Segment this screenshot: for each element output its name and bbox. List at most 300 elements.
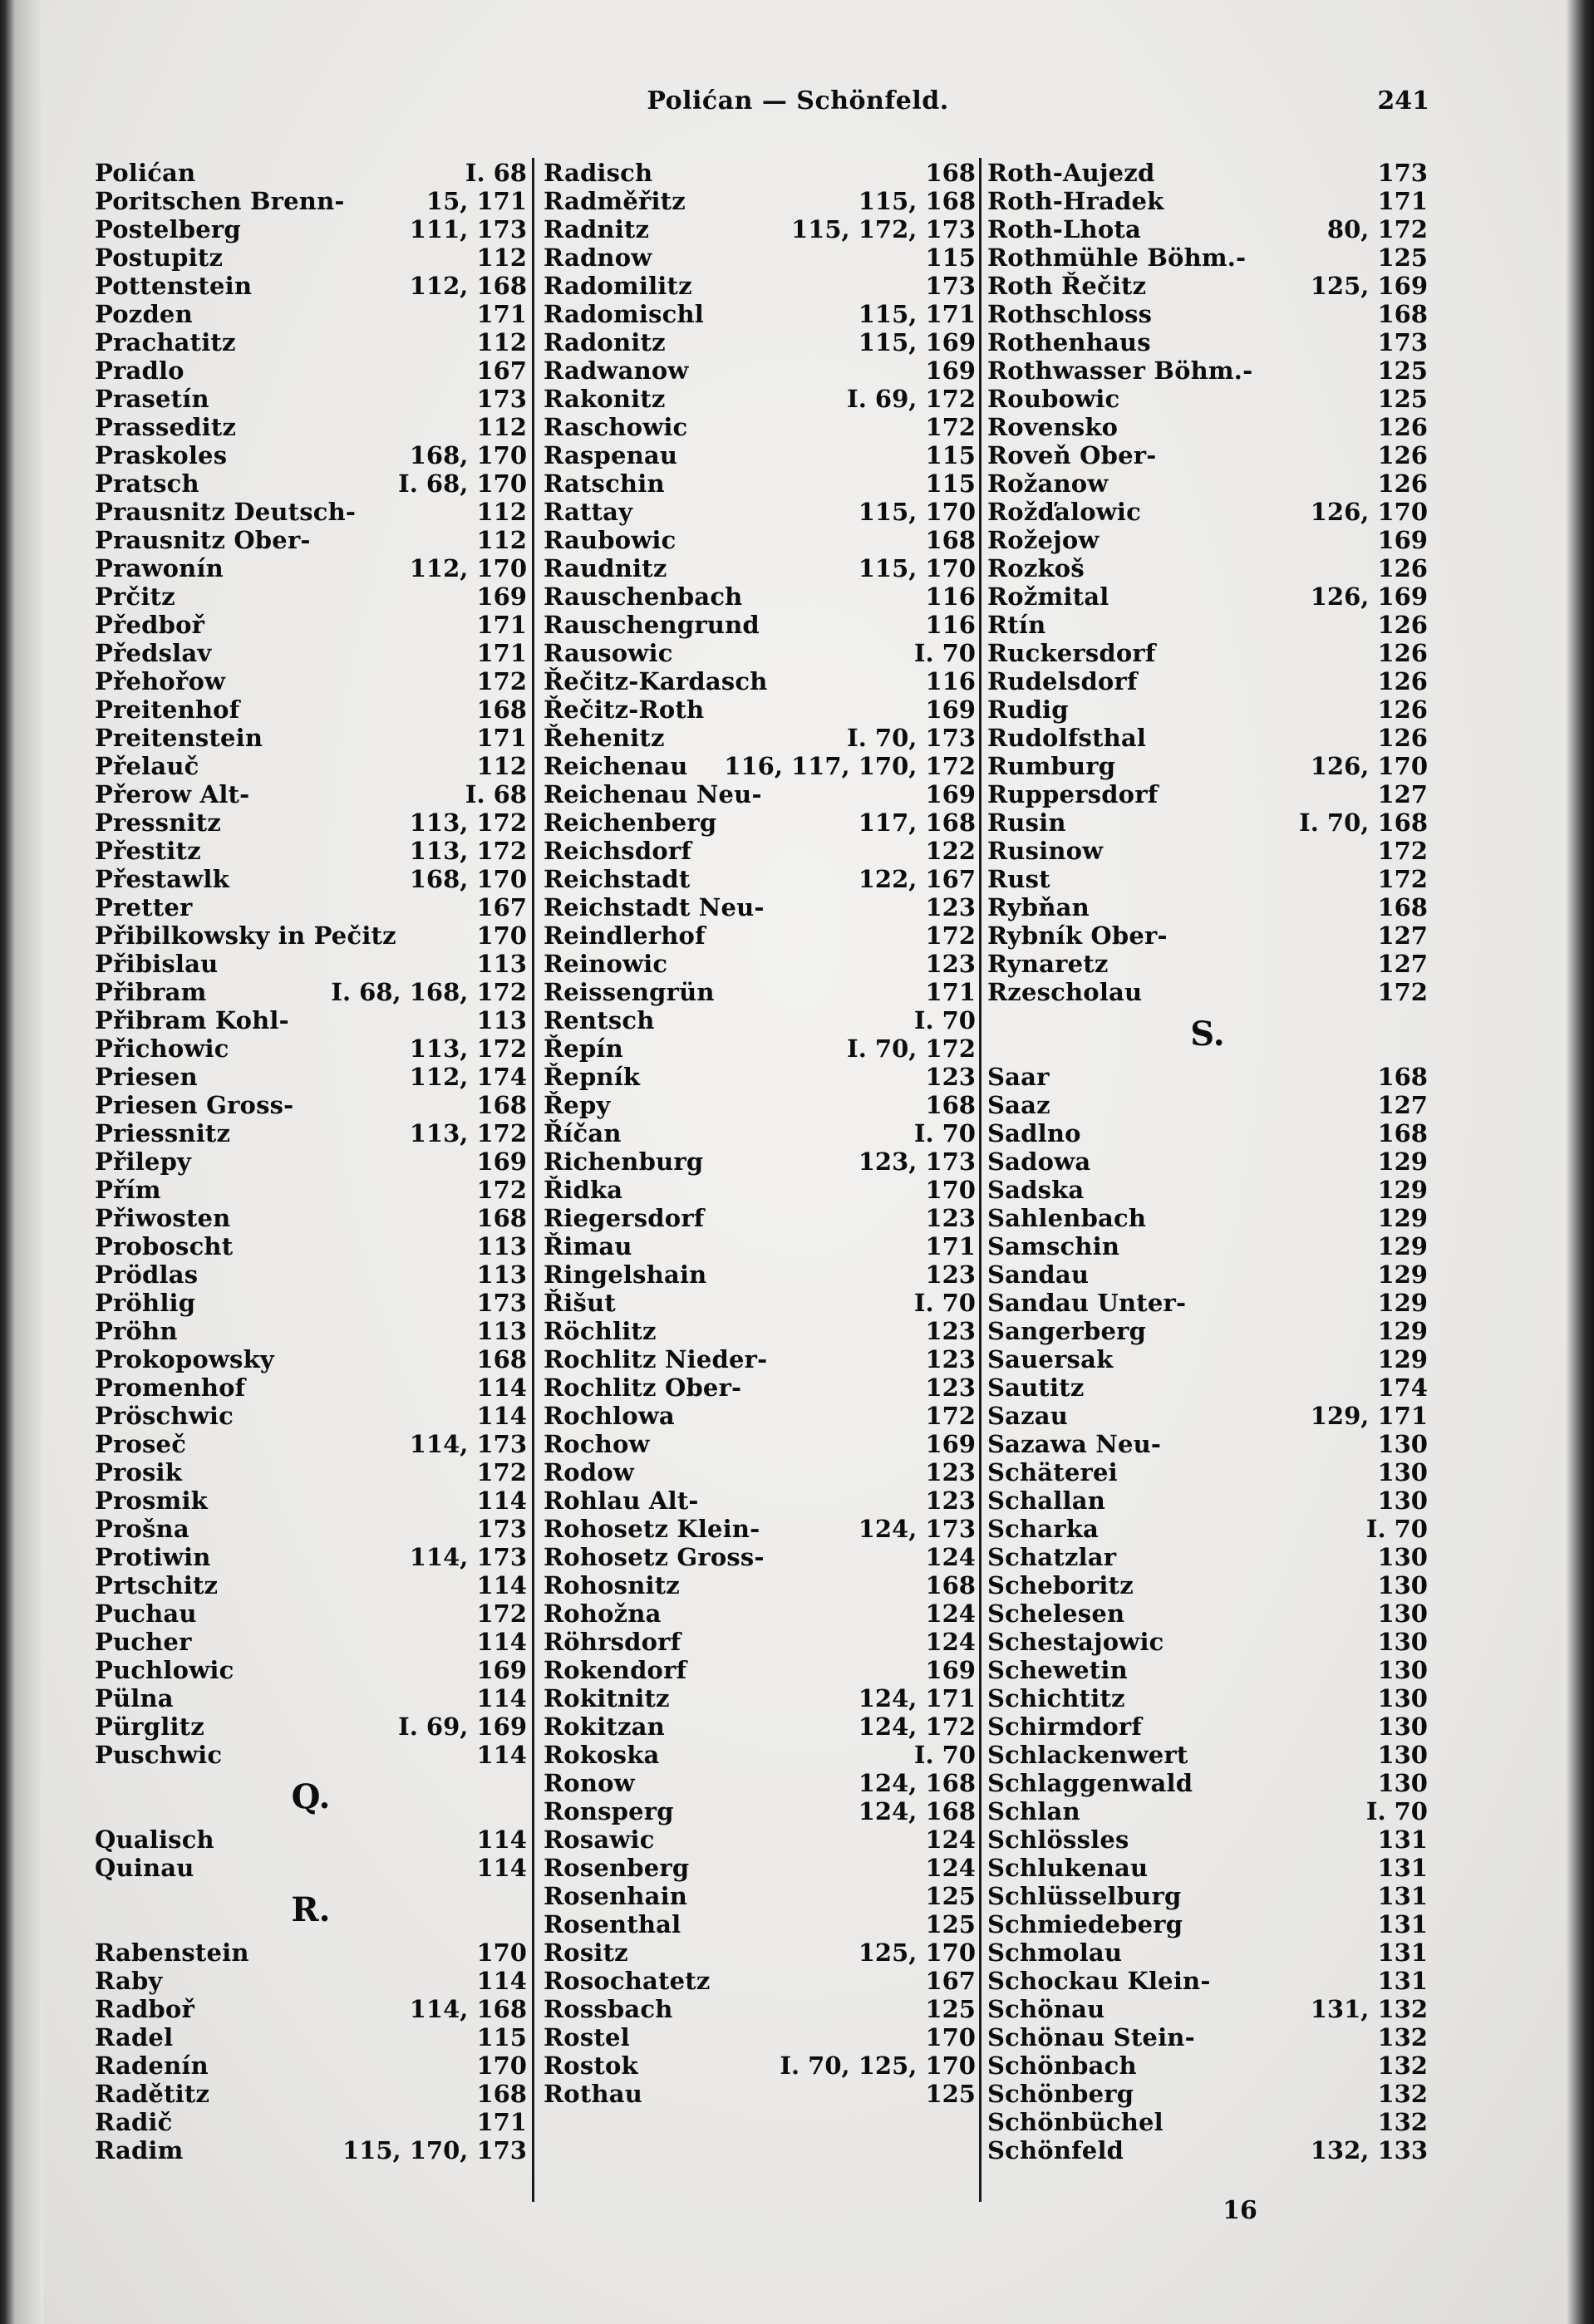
entry-page-ref: 124, 173 [858, 1515, 976, 1543]
entry-page-ref: 168 [1377, 300, 1428, 328]
index-entry [987, 695, 1428, 724]
entry-page-ref: 123 [925, 1373, 976, 1402]
section-heading-s: S. [1190, 1015, 1225, 1054]
entry-page-ref: 172 [925, 1402, 976, 1430]
entry-place-name: Přelauč [95, 752, 199, 780]
index-entry [987, 526, 1428, 554]
entry-page-ref: 124 [925, 1628, 976, 1656]
index-entry [544, 1289, 976, 1317]
entry-place-name: Rožďalowic [987, 498, 1141, 526]
entry-place-name: Ruppersdorf [987, 780, 1159, 808]
entry-page-ref: 124 [925, 1599, 976, 1628]
entry-page-ref: 124, 172 [858, 1712, 976, 1741]
entry-place-name: Postelberg [95, 215, 241, 243]
index-entry [95, 526, 527, 554]
entry-page-ref: 131, 132 [1310, 1995, 1428, 2023]
entry-place-name: Rothenhaus [987, 328, 1151, 356]
entry-place-name: Pröschwic [95, 1402, 234, 1430]
index-entry [987, 582, 1428, 611]
index-entry [987, 1486, 1428, 1515]
entry-place-name: Puschwic [95, 1741, 223, 1769]
index-entry [544, 1119, 976, 1147]
entry-page-ref: I. 70, 125, 170 [780, 2051, 976, 2080]
index-entry [987, 611, 1428, 639]
index-entry [987, 1204, 1428, 1232]
index-entry [987, 272, 1428, 300]
entry-page-ref: 170 [476, 1938, 527, 1967]
entry-page-ref: 170 [476, 921, 527, 950]
entry-page-ref: 168, 170 [409, 441, 527, 469]
index-entry [987, 865, 1428, 893]
index-entry [95, 1289, 527, 1317]
entry-place-name: Rosenberg [544, 1854, 690, 1882]
index-entry [95, 1458, 527, 1486]
entry-place-name: Schirmdorf [987, 1712, 1143, 1741]
entry-place-name: Rokoska [544, 1741, 660, 1769]
entry-place-name: Prasetín [95, 385, 209, 413]
entry-place-name: Radomilitz [544, 272, 692, 300]
entry-place-name: Sadlno [987, 1119, 1081, 1147]
entry-place-name: Rochlitz Nieder- [544, 1345, 768, 1373]
entry-page-ref: 113 [476, 1232, 527, 1260]
index-entry [987, 1882, 1428, 1910]
index-entry [987, 1176, 1428, 1204]
index-entry [987, 1345, 1428, 1373]
entry-page-ref: 131 [1377, 1854, 1428, 1882]
entry-page-ref: 125 [925, 1995, 976, 2023]
index-entry [544, 1825, 976, 1854]
entry-page-ref: I. 68 [465, 159, 527, 187]
index-entry [544, 215, 976, 243]
index-entry [95, 893, 527, 921]
entry-place-name: Rybňan [987, 893, 1090, 921]
entry-page-ref: 129, 171 [1310, 1402, 1428, 1430]
index-entry [987, 978, 1428, 1006]
entry-place-name: Rynaretz [987, 950, 1109, 978]
entry-page-ref: 168 [1377, 1063, 1428, 1091]
entry-page-ref: I. 68 [465, 780, 527, 808]
entry-page-ref: 130 [1377, 1430, 1428, 1458]
entry-place-name: Schlan [987, 1797, 1080, 1825]
index-entry [544, 667, 976, 695]
entry-place-name: Řepy [544, 1091, 611, 1119]
index-entry [95, 1628, 527, 1656]
entry-page-ref: 112, 174 [409, 1063, 527, 1091]
entry-place-name: Rostok [544, 2051, 638, 2080]
index-entry [987, 1260, 1428, 1289]
index-entry [544, 1995, 976, 2023]
entry-page-ref: 167 [476, 356, 527, 385]
entry-page-ref: 131 [1377, 1967, 1428, 1995]
entry-place-name: Rentsch [544, 1006, 655, 1034]
entry-place-name: Přím [95, 1176, 161, 1204]
entry-page-ref: 112, 170 [409, 554, 527, 582]
index-entry [544, 611, 976, 639]
entry-page-ref: 113 [476, 1006, 527, 1034]
entry-page-ref: 171 [925, 1232, 976, 1260]
entry-place-name: Schönau Stein- [987, 2023, 1195, 2051]
entry-page-ref: 114 [476, 1854, 527, 1882]
entry-page-ref: 115 [925, 441, 976, 469]
entry-page-ref: 168 [925, 1571, 976, 1599]
entry-page-ref: 132, 133 [1310, 2136, 1428, 2164]
entry-place-name: Řečitz-Roth [544, 695, 705, 724]
entry-page-ref: 169 [925, 780, 976, 808]
entry-page-ref: 131 [1377, 1938, 1428, 1967]
entry-place-name: Reichstadt [544, 865, 691, 893]
index-entry [987, 724, 1428, 752]
index-entry [987, 300, 1428, 328]
index-entry [544, 243, 976, 272]
entry-place-name: Schlackenwert [987, 1741, 1188, 1769]
index-entry [95, 1317, 527, 1345]
entry-page-ref: 124 [925, 1854, 976, 1882]
entry-page-ref: 173 [1377, 159, 1428, 187]
entry-place-name: Schlukenau [987, 1854, 1149, 1882]
entry-page-ref: 167 [476, 893, 527, 921]
index-entry [987, 1430, 1428, 1458]
entry-place-name: Rožejow [987, 526, 1100, 554]
index-entry [95, 752, 527, 780]
entry-page-ref: 130 [1377, 1458, 1428, 1486]
index-entry [95, 780, 527, 808]
entry-list-r-end [987, 159, 1428, 1006]
entry-page-ref: 115 [476, 2023, 527, 2051]
entry-page-ref: 168 [1377, 893, 1428, 921]
entry-place-name: Pradlo [95, 356, 184, 385]
entry-place-name: Sandau Unter- [987, 1289, 1187, 1317]
entry-page-ref: I. 70, 168 [1299, 808, 1428, 837]
entry-page-ref: 113 [476, 950, 527, 978]
entry-place-name: Prausnitz Deutsch- [95, 498, 357, 526]
entry-page-ref: 113, 172 [409, 837, 527, 865]
entry-place-name: Puchau [95, 1599, 197, 1628]
entry-page-ref: 114 [476, 1402, 527, 1430]
entry-page-ref: 125 [1377, 243, 1428, 272]
entry-page-ref: 170 [476, 2051, 527, 2080]
entry-page-ref: 113, 172 [409, 808, 527, 837]
entry-place-name: Rtín [987, 611, 1046, 639]
index-entry [987, 1091, 1428, 1119]
entry-place-name: Ruckersdorf [987, 639, 1156, 667]
entry-place-name: Schatzlar [987, 1543, 1117, 1571]
index-entry [544, 1006, 976, 1034]
entry-page-ref: 130 [1377, 1486, 1428, 1515]
index-entry [987, 1289, 1428, 1317]
entry-place-name: Reichenberg [544, 808, 717, 837]
index-entry [987, 2080, 1428, 2108]
entry-place-name: Rovensko [987, 413, 1119, 441]
entry-place-name: Řišut [544, 1289, 616, 1317]
entry-place-name: Radnitz [544, 215, 650, 243]
index-entry [987, 243, 1428, 272]
entry-page-ref: 172 [476, 1599, 527, 1628]
index-entry [544, 1373, 976, 1402]
entry-page-ref: 126 [1377, 639, 1428, 667]
index-entry [544, 385, 976, 413]
entry-page-ref: 126 [1377, 469, 1428, 498]
entry-page-ref: 112 [476, 498, 527, 526]
entry-place-name: Schönau [987, 1995, 1105, 2023]
entry-page-ref: 171 [476, 611, 527, 639]
index-entry [544, 1345, 976, 1373]
entry-page-ref: 169 [476, 1656, 527, 1684]
page-number: 241 [1377, 86, 1429, 115]
entry-place-name: Rabenstein [95, 1938, 249, 1967]
entry-page-ref: 129 [1377, 1260, 1428, 1289]
entry-page-ref: 123, 173 [858, 1147, 976, 1176]
entry-place-name: Rosenthal [544, 1910, 681, 1938]
index-entry [544, 187, 976, 215]
entry-place-name: Rust [987, 865, 1050, 893]
entry-page-ref: 114 [476, 1571, 527, 1599]
entry-page-ref: 130 [1377, 1543, 1428, 1571]
entry-page-ref: 115, 170 [858, 554, 976, 582]
index-entry [987, 554, 1428, 582]
entry-page-ref: 130 [1377, 1571, 1428, 1599]
entry-place-name: Předslav [95, 639, 212, 667]
index-entry [95, 1656, 527, 1684]
entry-place-name: Rohosetz Klein- [544, 1515, 760, 1543]
entry-place-name: Quinau [95, 1854, 194, 1882]
entry-place-name: Sazawa Neu- [987, 1430, 1162, 1458]
index-entry [544, 950, 976, 978]
entry-page-ref: 127 [1377, 1091, 1428, 1119]
entry-place-name: Raschowic [544, 413, 688, 441]
index-entry [544, 1430, 976, 1458]
entry-place-name: Přibram Kohl- [95, 1006, 289, 1034]
entry-place-name: Reichenau Neu- [544, 780, 762, 808]
entry-list-s [987, 1063, 1428, 2164]
entry-page-ref: 123 [925, 893, 976, 921]
entry-place-name: Rohosnitz [544, 1571, 680, 1599]
entry-place-name: Schelesen [987, 1599, 1125, 1628]
entry-page-ref: 113, 172 [409, 1119, 527, 1147]
entry-place-name: Prödlas [95, 1260, 199, 1289]
index-entry [987, 2051, 1428, 2080]
entry-page-ref: I. 69, 172 [847, 385, 976, 413]
entry-page-ref: 169 [1377, 526, 1428, 554]
entry-page-ref: 168 [476, 1204, 527, 1232]
entry-page-ref: 171 [476, 724, 527, 752]
entry-place-name: Rauschenbach [544, 582, 743, 611]
entry-page-ref: 174 [1377, 1373, 1428, 1402]
index-entry [544, 1684, 976, 1712]
index-entry [987, 1854, 1428, 1882]
entry-page-ref: 122 [925, 837, 976, 865]
index-entry [544, 752, 976, 780]
index-entry [987, 328, 1428, 356]
index-entry [544, 300, 976, 328]
entry-place-name: Říčan [544, 1119, 622, 1147]
index-entry [544, 1063, 976, 1091]
index-entry [987, 2023, 1428, 2051]
entry-page-ref: 169 [476, 582, 527, 611]
index-entry [544, 1317, 976, 1345]
entry-page-ref: 172 [1377, 978, 1428, 1006]
entry-page-ref: 171 [476, 2108, 527, 2136]
index-entry [95, 1204, 527, 1232]
index-entry [987, 780, 1428, 808]
entry-place-name: Reichstadt Neu- [544, 893, 765, 921]
entry-place-name: Pozden [95, 300, 193, 328]
running-header: Polićan — Schönfeld. [647, 86, 949, 115]
entry-place-name: Roth-Aujezd [987, 159, 1155, 187]
entry-place-name: Rosenhain [544, 1882, 688, 1910]
entry-place-name: Přichowic [95, 1034, 229, 1063]
entry-page-ref: 112 [476, 752, 527, 780]
entry-place-name: Ringelshain [544, 1260, 707, 1289]
entry-place-name: Prošna [95, 1515, 189, 1543]
entry-page-ref: 167 [925, 1967, 976, 1995]
entry-place-name: Pröhlig [95, 1289, 196, 1317]
entry-place-name: Rusin [987, 808, 1066, 837]
entry-place-name: Roveň Ober- [987, 441, 1157, 469]
entry-page-ref: 131 [1377, 1882, 1428, 1910]
entry-page-ref: 124, 168 [858, 1797, 976, 1825]
entry-page-ref: 127 [1377, 950, 1428, 978]
entry-page-ref: 168 [476, 1345, 527, 1373]
index-entry [987, 356, 1428, 385]
entry-page-ref: I. 70, 172 [847, 1034, 976, 1063]
entry-page-ref: I. 68, 170 [398, 469, 527, 498]
entry-place-name: Schmiedeberg [987, 1910, 1183, 1938]
index-entry [987, 1402, 1428, 1430]
entry-place-name: Promenhof [95, 1373, 246, 1402]
index-entry [95, 1741, 527, 1769]
index-entry [95, 1430, 527, 1458]
entry-place-name: Raubowic [544, 526, 676, 554]
entry-place-name: Sandau [987, 1260, 1090, 1289]
entry-page-ref: 114, 173 [409, 1543, 527, 1571]
entry-place-name: Reichsdorf [544, 837, 692, 865]
entry-page-ref: 123 [925, 1486, 976, 1515]
index-entry [987, 441, 1428, 469]
index-entry [95, 328, 527, 356]
index-entry [987, 1825, 1428, 1854]
index-column-1 [95, 159, 527, 2164]
index-entry [544, 1176, 976, 1204]
entry-page-ref: 126, 170 [1310, 498, 1428, 526]
entry-place-name: Přestitz [95, 837, 201, 865]
index-entry [544, 1797, 976, 1825]
index-entry [95, 611, 527, 639]
entry-page-ref: 114 [476, 1684, 527, 1712]
entry-page-ref: 125 [1377, 385, 1428, 413]
entry-page-ref: 112 [476, 243, 527, 272]
index-entry [95, 1486, 527, 1515]
entry-place-name: Sautitz [987, 1373, 1085, 1402]
entry-place-name: Priessnitz [95, 1119, 231, 1147]
entry-page-ref: 113, 172 [409, 1034, 527, 1063]
entry-place-name: Sazau [987, 1402, 1069, 1430]
entry-page-ref: 132 [1377, 2080, 1428, 2108]
entry-place-name: Schockau Klein- [987, 1967, 1211, 1995]
column-rule-right [979, 158, 981, 2202]
entry-page-ref: 173 [476, 1289, 527, 1317]
entry-page-ref: 112 [476, 526, 527, 554]
index-entry [987, 1232, 1428, 1260]
entry-page-ref: 171 [476, 300, 527, 328]
entry-place-name: Schönberg [987, 2080, 1134, 2108]
entry-page-ref: 115 [925, 469, 976, 498]
index-entry [544, 724, 976, 752]
index-entry [544, 978, 976, 1006]
entry-page-ref: 117, 168 [858, 808, 976, 837]
index-entry [544, 1486, 976, 1515]
entry-page-ref: 124 [925, 1543, 976, 1571]
entry-place-name: Rohožna [544, 1599, 662, 1628]
entry-page-ref: 171 [476, 639, 527, 667]
entry-place-name: Řehenitz [544, 724, 665, 752]
entry-place-name: Riegersdorf [544, 1204, 705, 1232]
index-entry [95, 356, 527, 385]
index-entry [95, 498, 527, 526]
index-entry [544, 2080, 976, 2108]
index-entry [544, 1628, 976, 1656]
index-entry [544, 1402, 976, 1430]
entry-page-ref: 115, 172, 173 [791, 215, 976, 243]
entry-place-name: Roth-Lhota [987, 215, 1141, 243]
index-entry [95, 1967, 527, 1995]
entry-place-name: Prawonín [95, 554, 224, 582]
entry-place-name: Radwanow [544, 356, 689, 385]
index-entry [987, 385, 1428, 413]
entry-page-ref: 173 [476, 1515, 527, 1543]
entry-page-ref: 115 [925, 243, 976, 272]
index-entry [544, 893, 976, 921]
entry-page-ref: 130 [1377, 1628, 1428, 1656]
entry-page-ref: 172 [476, 1176, 527, 1204]
index-entry [95, 1232, 527, 1260]
entry-place-name: Preitenhof [95, 695, 240, 724]
entry-page-ref: I. 69, 169 [398, 1712, 527, 1741]
index-entry [95, 1938, 527, 1967]
index-entry [95, 2136, 527, 2164]
entry-list-q [95, 1825, 527, 1882]
entry-page-ref: 123 [925, 1458, 976, 1486]
entry-page-ref: 116 [925, 667, 976, 695]
index-column-3 [987, 159, 1428, 2164]
index-entry [987, 1147, 1428, 1176]
entry-place-name: Rzescholau [987, 978, 1143, 1006]
entry-place-name: Radětitz [95, 2080, 210, 2108]
entry-page-ref: 172 [476, 1458, 527, 1486]
entry-place-name: Schönbüchel [987, 2108, 1164, 2136]
entry-place-name: Rausowic [544, 639, 673, 667]
entry-place-name: Schmolau [987, 1938, 1123, 1967]
index-entry [544, 865, 976, 893]
index-entry [987, 1967, 1428, 1995]
index-entry [987, 639, 1428, 667]
entry-page-ref: 123 [925, 1260, 976, 1289]
index-entry [987, 1938, 1428, 1967]
entry-place-name: Řepín [544, 1034, 623, 1063]
entry-list-r-continued [544, 159, 976, 2108]
index-entry [95, 1543, 527, 1571]
entry-place-name: Rochlitz Ober- [544, 1373, 742, 1402]
entry-place-name: Rybník Ober- [987, 921, 1168, 950]
entry-page-ref: 114 [476, 1373, 527, 1402]
index-entry [987, 893, 1428, 921]
entry-place-name: Saaz [987, 1091, 1050, 1119]
entry-page-ref: 126 [1377, 554, 1428, 582]
entry-page-ref: 168 [925, 159, 976, 187]
index-entry [987, 187, 1428, 215]
index-entry [544, 1571, 976, 1599]
index-entry [95, 1345, 527, 1373]
entry-place-name: Rumburg [987, 752, 1116, 780]
